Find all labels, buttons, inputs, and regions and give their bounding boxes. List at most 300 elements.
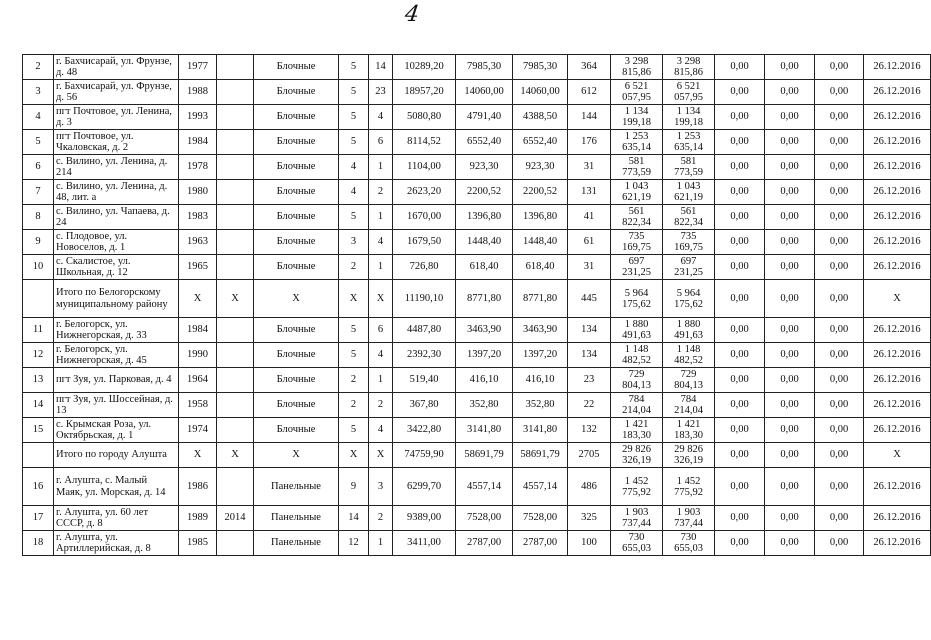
subtotal-row <box>23 443 931 468</box>
cost-line-1: 1 253 <box>676 131 701 142</box>
row-number-cell: 8 <box>23 205 54 230</box>
table-row <box>23 468 931 506</box>
total-area-cell: 18957,20 <box>393 80 456 105</box>
residential-area-cell: 1396,80 <box>513 205 568 230</box>
cost-line-2: 491,63 <box>674 330 703 341</box>
living-area-cell: 7528,00 <box>456 506 513 531</box>
value-2-cell: 0,00 <box>765 393 815 418</box>
floors-cell: 4 <box>339 180 369 205</box>
row-number-cell: 4 <box>23 105 54 130</box>
cost-line-1: 730 <box>680 532 697 543</box>
year-built-cell: 1983 <box>179 205 217 230</box>
value-2-cell: 0,00 <box>765 531 815 556</box>
cost-line-1: 729 <box>680 369 697 380</box>
cost-line-1: 1 421 <box>676 419 701 430</box>
row-number-cell: 3 <box>23 80 54 105</box>
total-area-cell: 1104,00 <box>393 155 456 180</box>
cost-line-2: 057,95 <box>674 92 703 103</box>
address-cell: пгт Зуя, ул. Шоссейная, д. 13 <box>54 393 179 418</box>
cost-line-1: 735 <box>628 231 645 242</box>
year-renovated-cell: X <box>217 280 254 318</box>
year-renovated-cell <box>217 531 254 556</box>
cost-total-cell <box>611 531 663 556</box>
residential-area-cell: 1448,40 <box>513 230 568 255</box>
cost-line-2: 183,30 <box>622 430 651 441</box>
year-built-cell: 1984 <box>179 130 217 155</box>
entrances-cell: 4 <box>369 230 393 255</box>
cost-line-2: 655,03 <box>674 543 703 554</box>
row-number-cell: 14 <box>23 393 54 418</box>
year-renovated-cell <box>217 105 254 130</box>
date-cell: 26.12.2016 <box>864 506 931 531</box>
cost-line-1: 29 826 <box>622 444 651 455</box>
table-row <box>23 180 931 205</box>
table-row <box>23 418 931 443</box>
residential-area-cell: 352,80 <box>513 393 568 418</box>
cost-line-1: 3 298 <box>676 56 701 67</box>
year-built-cell: 1980 <box>179 180 217 205</box>
year-renovated-cell <box>217 393 254 418</box>
cost-source-cell <box>663 155 715 180</box>
year-renovated-cell: X <box>217 443 254 468</box>
value-1-cell: 0,00 <box>715 531 765 556</box>
entrances-cell: 1 <box>369 531 393 556</box>
year-renovated-cell <box>217 343 254 368</box>
value-3-cell: 0,00 <box>815 531 864 556</box>
wall-material-cell: X <box>254 443 339 468</box>
row-number-cell <box>23 280 54 318</box>
cost-source-cell <box>663 130 715 155</box>
cost-source-cell <box>663 368 715 393</box>
total-area-cell: 3411,00 <box>393 531 456 556</box>
cost-line-1: 5 964 <box>624 287 649 299</box>
value-2-cell: 0,00 <box>765 105 815 130</box>
value-2-cell: 0,00 <box>765 506 815 531</box>
value-3-cell: 0,00 <box>815 105 864 130</box>
value-3-cell: 0,00 <box>815 318 864 343</box>
residential-area-cell: 2787,00 <box>513 531 568 556</box>
year-built-cell: X <box>179 443 217 468</box>
cost-total-cell <box>611 230 663 255</box>
residents-cell: 134 <box>568 318 611 343</box>
residential-area-cell: 3141,80 <box>513 418 568 443</box>
cost-line-1: 1 903 <box>624 507 649 518</box>
value-3-cell: 0,00 <box>815 155 864 180</box>
table-row <box>23 255 931 280</box>
floors-cell: 4 <box>339 155 369 180</box>
cost-total-cell <box>611 280 663 318</box>
cost-total-cell <box>611 393 663 418</box>
cost-line-2: 482,52 <box>622 355 651 366</box>
cost-line-2: 169,75 <box>674 242 703 253</box>
year-renovated-cell: 2014 <box>217 506 254 531</box>
address-cell: с. Скалистое, ул. Школьная, д. 12 <box>54 255 179 280</box>
year-renovated-cell <box>217 180 254 205</box>
entrances-cell: 1 <box>369 205 393 230</box>
row-number-cell: 10 <box>23 255 54 280</box>
cost-total-cell <box>611 368 663 393</box>
residents-cell: 612 <box>568 80 611 105</box>
residents-cell: 131 <box>568 180 611 205</box>
wall-material-cell: Блочные <box>254 230 339 255</box>
year-renovated-cell <box>217 255 254 280</box>
residential-area-cell: 58691,79 <box>513 443 568 468</box>
row-number-cell: 2 <box>23 55 54 80</box>
residential-area-cell: 8771,80 <box>513 280 568 318</box>
value-2-cell: 0,00 <box>765 280 815 318</box>
address-cell: г. Алушта, ул. Артиллерийская, д. 8 <box>54 531 179 556</box>
cost-line-1: 6 521 <box>624 81 649 92</box>
cost-source-cell <box>663 105 715 130</box>
value-1-cell: 0,00 <box>715 393 765 418</box>
address-cell: с. Вилино, ул. Ленина, д. 214 <box>54 155 179 180</box>
date-cell: X <box>864 280 931 318</box>
address-cell: с. Вилино, ул. Чапаева, д. 24 <box>54 205 179 230</box>
value-3-cell: 0,00 <box>815 205 864 230</box>
value-1-cell: 0,00 <box>715 343 765 368</box>
cost-line-1: 581 <box>628 156 645 167</box>
residents-cell: 144 <box>568 105 611 130</box>
cost-line-2: 621,19 <box>674 192 703 203</box>
address-cell: с. Крымская Роза, ул. Октябрьская, д. 1 <box>54 418 179 443</box>
residents-cell: 132 <box>568 418 611 443</box>
value-3-cell: 0,00 <box>815 280 864 318</box>
address-cell: г. Алушта, ул. 60 лет СССР, д. 8 <box>54 506 179 531</box>
cost-line-1: 1 452 <box>676 475 701 487</box>
residents-cell: 2705 <box>568 443 611 468</box>
table-row <box>23 205 931 230</box>
residential-area-cell: 416,10 <box>513 368 568 393</box>
year-built-cell: 1965 <box>179 255 217 280</box>
cost-line-2: 804,13 <box>622 380 651 391</box>
value-2-cell: 0,00 <box>765 205 815 230</box>
total-area-cell: 10289,20 <box>393 55 456 80</box>
address-cell: г. Белогорск, ул. Нижнегорская, д. 45 <box>54 343 179 368</box>
cost-source-cell <box>663 468 715 506</box>
table-row <box>23 343 931 368</box>
cost-line-1: 1 134 <box>676 106 701 117</box>
living-area-cell: 14060,00 <box>456 80 513 105</box>
subtotal-row <box>23 280 931 318</box>
cost-line-2: 635,14 <box>622 142 651 153</box>
cost-line-2: 773,59 <box>622 167 651 178</box>
cost-line-1: 1 148 <box>624 344 649 355</box>
address-cell: пгт Почтовое, ул. Ленина, д. 3 <box>54 105 179 130</box>
wall-material-cell: Блочные <box>254 130 339 155</box>
wall-material-cell: X <box>254 280 339 318</box>
table-row <box>23 155 931 180</box>
living-area-cell: 1396,80 <box>456 205 513 230</box>
wall-material-cell: Блочные <box>254 418 339 443</box>
year-renovated-cell <box>217 230 254 255</box>
living-area-cell: 618,40 <box>456 255 513 280</box>
floors-cell: 12 <box>339 531 369 556</box>
value-3-cell: 0,00 <box>815 255 864 280</box>
value-1-cell: 0,00 <box>715 418 765 443</box>
wall-material-cell: Блочные <box>254 205 339 230</box>
living-area-cell: 2787,00 <box>456 531 513 556</box>
table-row <box>23 230 931 255</box>
table-row <box>23 80 931 105</box>
value-1-cell: 0,00 <box>715 180 765 205</box>
cost-line-1: 729 <box>628 369 645 380</box>
cost-total-cell <box>611 418 663 443</box>
total-area-cell: 6299,70 <box>393 468 456 506</box>
cost-source-cell <box>663 393 715 418</box>
floors-cell: 5 <box>339 105 369 130</box>
total-area-cell: 74759,90 <box>393 443 456 468</box>
cost-line-2: 775,92 <box>674 486 703 498</box>
year-built-cell: 1985 <box>179 531 217 556</box>
entrances-cell: 4 <box>369 105 393 130</box>
value-3-cell: 0,00 <box>815 443 864 468</box>
total-area-cell: 726,80 <box>393 255 456 280</box>
wall-material-cell: Блочные <box>254 343 339 368</box>
wall-material-cell: Блочные <box>254 255 339 280</box>
row-number-cell: 16 <box>23 468 54 506</box>
page-number: 4 <box>403 2 421 27</box>
cost-line-2: 635,14 <box>674 142 703 153</box>
cost-source-cell <box>663 318 715 343</box>
value-3-cell: 0,00 <box>815 393 864 418</box>
value-2-cell: 0,00 <box>765 443 815 468</box>
value-3-cell: 0,00 <box>815 418 864 443</box>
living-area-cell: 923,30 <box>456 155 513 180</box>
cost-source-cell <box>663 443 715 468</box>
value-3-cell: 0,00 <box>815 80 864 105</box>
cost-line-2: 175,62 <box>674 298 703 310</box>
cost-source-cell <box>663 506 715 531</box>
address-cell: с. Вилино, ул. Ленина, д. 48, лит. а <box>54 180 179 205</box>
residents-cell: 176 <box>568 130 611 155</box>
entrances-cell: 3 <box>369 468 393 506</box>
cost-line-1: 29 826 <box>674 444 703 455</box>
residential-area-cell: 6552,40 <box>513 130 568 155</box>
living-area-cell: 3463,90 <box>456 318 513 343</box>
value-2-cell: 0,00 <box>765 318 815 343</box>
cost-line-2: 655,03 <box>622 543 651 554</box>
year-built-cell: 1978 <box>179 155 217 180</box>
residents-cell: 100 <box>568 531 611 556</box>
floors-cell: 2 <box>339 368 369 393</box>
cost-source-cell <box>663 55 715 80</box>
residents-cell: 134 <box>568 343 611 368</box>
cost-line-1: 730 <box>628 532 645 543</box>
year-built-cell: 1963 <box>179 230 217 255</box>
total-area-cell: 9389,00 <box>393 506 456 531</box>
total-area-cell: 1679,50 <box>393 230 456 255</box>
housing-registry-table <box>22 54 931 556</box>
cost-total-cell <box>611 80 663 105</box>
cost-line-2: 214,04 <box>622 405 651 416</box>
cost-source-cell <box>663 80 715 105</box>
value-1-cell: 0,00 <box>715 205 765 230</box>
cost-line-1: 1 421 <box>624 419 649 430</box>
cost-line-1: 784 <box>628 394 645 405</box>
wall-material-cell: Блочные <box>254 180 339 205</box>
value-3-cell: 0,00 <box>815 506 864 531</box>
cost-line-2: 326,19 <box>674 455 703 466</box>
table-row <box>23 393 931 418</box>
residents-cell: 486 <box>568 468 611 506</box>
cost-source-cell <box>663 280 715 318</box>
value-2-cell: 0,00 <box>765 230 815 255</box>
cost-line-1: 1 880 <box>676 319 701 330</box>
cost-line-2: 804,13 <box>674 380 703 391</box>
wall-material-cell: Панельные <box>254 531 339 556</box>
address-cell: г. Алушта, с. Малый Маяк, ул. Морская, д. 14 <box>54 468 179 506</box>
date-cell: 26.12.2016 <box>864 180 931 205</box>
value-2-cell: 0,00 <box>765 468 815 506</box>
date-cell: 26.12.2016 <box>864 130 931 155</box>
value-1-cell: 0,00 <box>715 368 765 393</box>
cost-line-2: 231,25 <box>622 267 651 278</box>
total-area-cell: 519,40 <box>393 368 456 393</box>
cost-line-2: 621,19 <box>622 192 651 203</box>
cost-total-cell <box>611 506 663 531</box>
cost-line-2: 231,25 <box>674 267 703 278</box>
cost-line-2: 815,86 <box>622 67 651 78</box>
year-built-cell: 1964 <box>179 368 217 393</box>
value-3-cell: 0,00 <box>815 343 864 368</box>
year-renovated-cell <box>217 368 254 393</box>
value-1-cell: 0,00 <box>715 468 765 506</box>
cost-total-cell <box>611 255 663 280</box>
table-row <box>23 506 931 531</box>
value-2-cell: 0,00 <box>765 343 815 368</box>
value-2-cell: 0,00 <box>765 418 815 443</box>
year-renovated-cell <box>217 318 254 343</box>
floors-cell: 5 <box>339 80 369 105</box>
cost-total-cell <box>611 155 663 180</box>
wall-material-cell: Панельные <box>254 506 339 531</box>
value-1-cell: 0,00 <box>715 318 765 343</box>
year-built-cell: 1993 <box>179 105 217 130</box>
floors-cell: X <box>339 443 369 468</box>
cost-source-cell <box>663 418 715 443</box>
year-built-cell: 1989 <box>179 506 217 531</box>
entrances-cell: 23 <box>369 80 393 105</box>
year-built-cell: 1974 <box>179 418 217 443</box>
cost-line-2: 737,44 <box>674 518 703 529</box>
entrances-cell: 6 <box>369 130 393 155</box>
year-built-cell: 1986 <box>179 468 217 506</box>
living-area-cell: 4791,40 <box>456 105 513 130</box>
date-cell: 26.12.2016 <box>864 343 931 368</box>
residential-area-cell: 2200,52 <box>513 180 568 205</box>
cost-line-2: 737,44 <box>622 518 651 529</box>
row-number-cell: 18 <box>23 531 54 556</box>
floors-cell: 5 <box>339 418 369 443</box>
value-2-cell: 0,00 <box>765 130 815 155</box>
row-number-cell <box>23 443 54 468</box>
cost-line-1: 581 <box>680 156 697 167</box>
address-cell: пгт Зуя, ул. Парковая, д. 4 <box>54 368 179 393</box>
living-area-cell: 6552,40 <box>456 130 513 155</box>
date-cell: 26.12.2016 <box>864 468 931 506</box>
floors-cell: 14 <box>339 506 369 531</box>
cost-line-2: 815,86 <box>674 67 703 78</box>
row-number-cell: 13 <box>23 368 54 393</box>
value-1-cell: 0,00 <box>715 255 765 280</box>
cost-total-cell <box>611 443 663 468</box>
address-cell: г. Бахчисарай, ул. Фрунзе, д. 56 <box>54 80 179 105</box>
floors-cell: 5 <box>339 343 369 368</box>
value-3-cell: 0,00 <box>815 180 864 205</box>
total-area-cell: 5080,80 <box>393 105 456 130</box>
residents-cell: 61 <box>568 230 611 255</box>
floors-cell: 5 <box>339 55 369 80</box>
cost-line-1: 1 148 <box>676 344 701 355</box>
living-area-cell: 416,10 <box>456 368 513 393</box>
year-renovated-cell <box>217 130 254 155</box>
cost-line-2: 199,18 <box>674 117 703 128</box>
row-number-cell: 12 <box>23 343 54 368</box>
wall-material-cell: Блочные <box>254 80 339 105</box>
row-number-cell: 6 <box>23 155 54 180</box>
total-area-cell: 8114,52 <box>393 130 456 155</box>
row-number-cell: 5 <box>23 130 54 155</box>
value-1-cell: 0,00 <box>715 506 765 531</box>
residential-area-cell: 7528,00 <box>513 506 568 531</box>
wall-material-cell: Блочные <box>254 318 339 343</box>
residents-cell: 22 <box>568 393 611 418</box>
entrances-cell: X <box>369 443 393 468</box>
cost-source-cell <box>663 205 715 230</box>
cost-line-1: 735 <box>680 231 697 242</box>
value-2-cell: 0,00 <box>765 55 815 80</box>
cost-total-cell <box>611 55 663 80</box>
residential-area-cell: 618,40 <box>513 255 568 280</box>
entrances-cell: 2 <box>369 393 393 418</box>
value-1-cell: 0,00 <box>715 155 765 180</box>
cost-line-1: 697 <box>680 256 697 267</box>
total-area-cell: 4487,80 <box>393 318 456 343</box>
living-area-cell: 3141,80 <box>456 418 513 443</box>
wall-material-cell: Панельные <box>254 468 339 506</box>
value-3-cell: 0,00 <box>815 230 864 255</box>
cost-line-2: 822,34 <box>622 217 651 228</box>
cost-total-cell <box>611 130 663 155</box>
value-3-cell: 0,00 <box>815 55 864 80</box>
total-area-cell: 3422,80 <box>393 418 456 443</box>
residential-area-cell: 14060,00 <box>513 80 568 105</box>
residents-cell: 41 <box>568 205 611 230</box>
wall-material-cell: Блочные <box>254 368 339 393</box>
value-1-cell: 0,00 <box>715 130 765 155</box>
row-number-cell: 7 <box>23 180 54 205</box>
cost-line-1: 1 134 <box>624 106 649 117</box>
year-built-cell: 1990 <box>179 343 217 368</box>
cost-source-cell <box>663 531 715 556</box>
date-cell: 26.12.2016 <box>864 205 931 230</box>
floors-cell: 5 <box>339 318 369 343</box>
residents-cell: 445 <box>568 280 611 318</box>
entrances-cell: 4 <box>369 418 393 443</box>
table-row <box>23 318 931 343</box>
floors-cell: X <box>339 280 369 318</box>
residents-cell: 364 <box>568 55 611 80</box>
cost-total-cell <box>611 105 663 130</box>
cost-line-1: 1 880 <box>624 319 649 330</box>
cost-line-1: 6 521 <box>676 81 701 92</box>
date-cell: 26.12.2016 <box>864 80 931 105</box>
wall-material-cell: Блочные <box>254 55 339 80</box>
table-row <box>23 105 931 130</box>
cost-line-1: 1 043 <box>676 181 701 192</box>
cost-line-1: 1 452 <box>624 475 649 487</box>
cost-line-2: 057,95 <box>622 92 651 103</box>
